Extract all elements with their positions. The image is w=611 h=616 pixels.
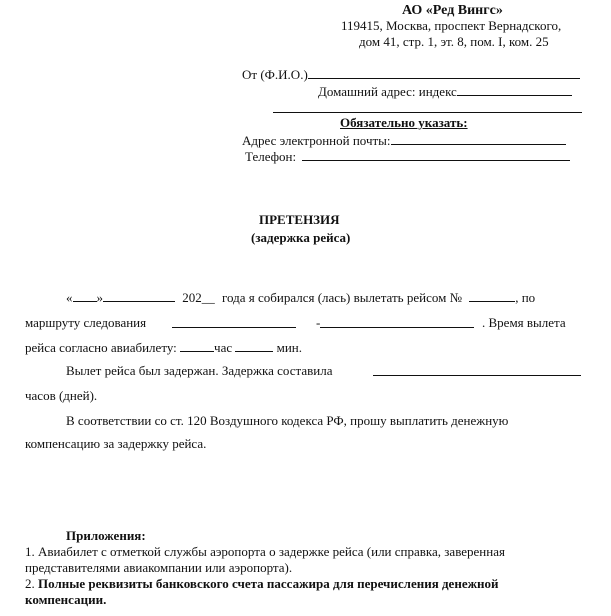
- email-field: [242, 132, 566, 149]
- route-to-blank: [320, 315, 474, 328]
- month-blank: [103, 289, 175, 302]
- recipient-address-line2: дом 41, стр. 1, эт. 8, пом. I, ком. 25: [359, 34, 549, 49]
- attachment-1-line1: 1. Авиабилет с отметкой службы аэропорта о задержке рейса (или справка, заверенная: [25, 544, 505, 559]
- flight-number-blank: [469, 289, 515, 302]
- home-address-label: Домашний адрес: индекс: [318, 84, 457, 99]
- hours-days-text: часов (дней).: [25, 388, 98, 403]
- hours-blank: [180, 339, 214, 352]
- attachment-2-number: 2.: [25, 576, 35, 591]
- route-to-blank-wrap: [320, 315, 474, 332]
- delay-text: Вылет рейса был задержан. Задержка составила: [66, 363, 333, 378]
- home-address-field: [318, 83, 572, 100]
- delay-blank-wrap: [373, 363, 581, 380]
- recipient-name: АО «Ред Вингс»: [402, 3, 503, 18]
- home-address-blank: [457, 83, 572, 96]
- document-subtitle: (задержка рейса): [251, 230, 351, 245]
- recipient-address-line1: 119415, Москва, проспект Вернадского,: [341, 18, 562, 33]
- compensation-line2: компенсацию за задержку рейса.: [25, 436, 207, 451]
- year-text: 202__: [182, 290, 215, 305]
- attachments-heading: Приложения:: [66, 528, 146, 543]
- route-dash: -: [316, 315, 321, 330]
- email-blank: [391, 132, 566, 145]
- ticket-time-text: рейса согласно авиабилету:: [25, 340, 177, 355]
- address-continuation-blank: [273, 100, 582, 113]
- attachment-2-line1: [25, 576, 499, 592]
- minutes-text: мин.: [276, 340, 302, 355]
- phone-field: [245, 148, 570, 165]
- day-blank: [73, 289, 97, 302]
- compensation-line1: В соответствии со ст. 120 Воздушного кодекса РФ, прошу выплатить денежную: [66, 413, 509, 428]
- ticket-time-line: [25, 339, 302, 356]
- from-blank: [308, 66, 580, 79]
- attachment-1-line2: представителями авиакомпании или аэропорта).: [25, 560, 293, 575]
- departure-text: . Время вылета: [482, 315, 566, 330]
- from-field: [242, 66, 580, 83]
- hours-text: час: [214, 340, 233, 355]
- delay-blank: [373, 363, 581, 376]
- paragraph-date-flight: [66, 289, 582, 306]
- route-from-blank: [172, 315, 296, 328]
- route-from-blank-wrap: [172, 315, 296, 332]
- attachment-2-text: Полные реквизиты банковского счета пассажира для перечисления денежной: [38, 576, 499, 591]
- email-label: Адрес электронной почты:: [242, 133, 391, 148]
- document-title: ПРЕТЕНЗИЯ: [259, 212, 340, 227]
- quote-open: «: [66, 290, 73, 305]
- route-text: маршруту следования: [25, 315, 147, 330]
- from-label: От (Ф.И.О.): [242, 67, 308, 82]
- required-heading: Обязательно указать:: [340, 115, 468, 130]
- attachment-2-line2: компенсации.: [25, 592, 107, 607]
- flight-text: года я собирался (лась) вылетать рейсом №: [222, 290, 462, 305]
- minutes-blank: [235, 339, 273, 352]
- quote-close: »: [96, 290, 103, 305]
- phone-blank: [302, 148, 570, 161]
- phone-label: Телефон:: [245, 149, 297, 164]
- po-text: , по: [515, 290, 536, 305]
